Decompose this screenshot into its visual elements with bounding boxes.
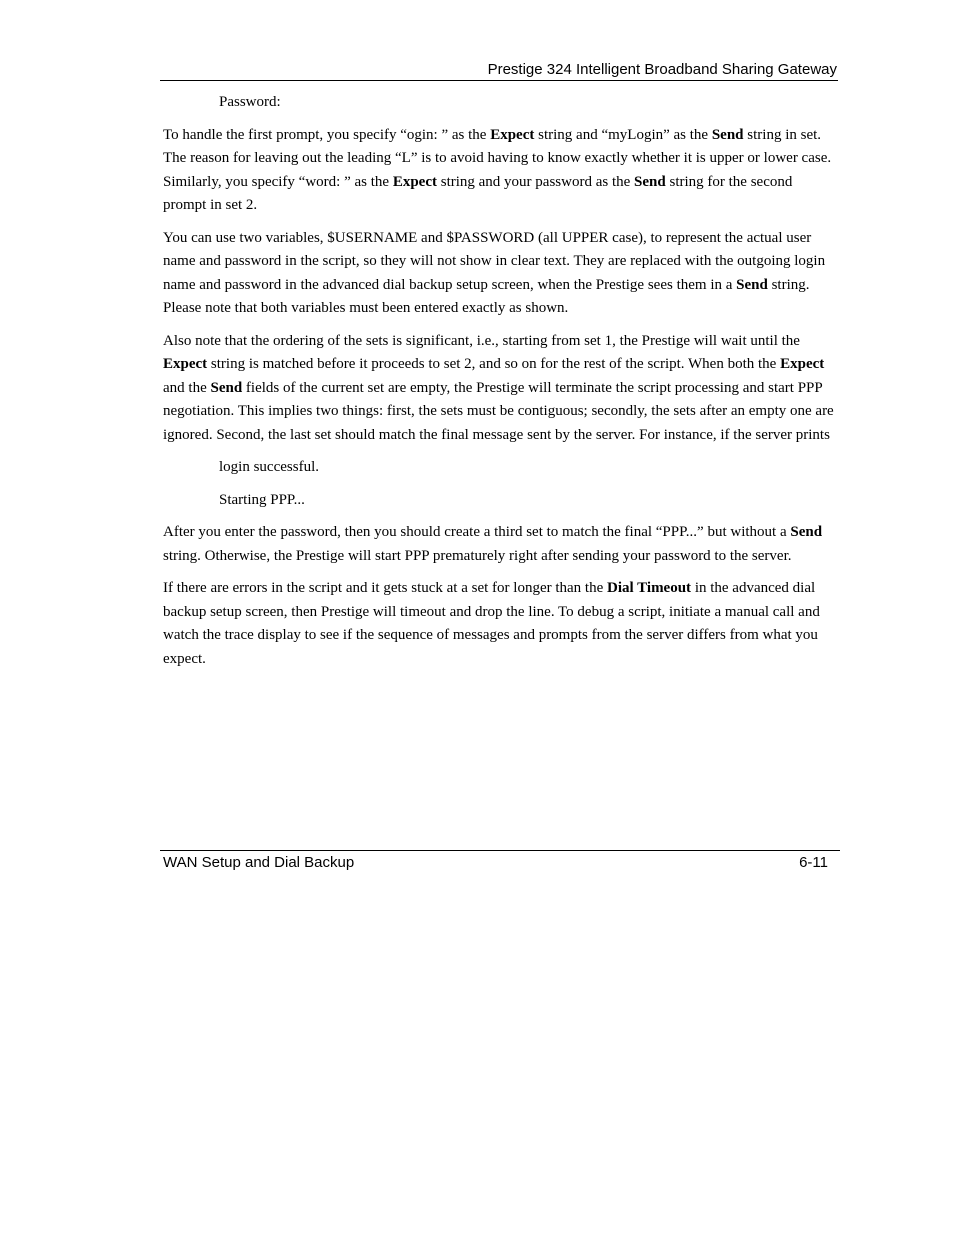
document-body bbox=[163, 91, 839, 680]
bold-term: Dial Timeout bbox=[607, 580, 692, 596]
page-number: 6-11 bbox=[799, 854, 828, 871]
bold-term: Expect bbox=[163, 356, 208, 372]
example-line-password: Password: bbox=[219, 94, 281, 110]
paragraph-variables: You can use two variables, $USERNAME and $PASSWORD (all UPPER case), to represent the actual user name and password in the script, so they will not show in clear text. They are replaced with the outgoing login name and password in the advanced dial backup setup screen, when the Prestige sees them in a Send string. Please note that both variables must been entered exactly as shown. bbox=[163, 229, 826, 316]
paragraph-set-ordering: Also note that the ordering of the sets is significant, i.e., starting from set 1, the Prestige will wait until the Expect string is matched before it proceeds to set 2, and so on for the rest of the script. When both the Expect and the Send fields of the current set are empty, the Prestige will terminate the script processing and start PPP negotiation. This implies two things: first, the sets must be contiguous; secondly, the sets after an empty one are ignored. Second, the last set should match the final message sent by the server. For instance, if the server prints bbox=[163, 332, 834, 443]
bold-term: Expect bbox=[780, 356, 825, 372]
example-line-login: login successful. bbox=[219, 459, 319, 475]
page-header bbox=[160, 60, 838, 81]
bold-term: Expect bbox=[490, 126, 535, 143]
paragraph-third-set: After you enter the password, then you should create a third set to match the final “PPP...” but without a Send string. Otherwise, the Prestige will start PPP prematurely right after sending your password to the server. bbox=[163, 524, 823, 564]
page-footer bbox=[160, 850, 840, 871]
footer-section-title: WAN Setup and Dial Backup bbox=[163, 854, 355, 871]
bold-term: Send bbox=[790, 524, 823, 540]
bold-term: Send bbox=[210, 379, 243, 396]
bold-term: Expect bbox=[392, 173, 437, 190]
paragraph-expect-send: To handle the first prompt, you specify “ogin: ” as the Expect string and “myLogin” as the Send string in set. The reason for leaving out the leading “L” is to avoid having to know exactly whether it is upper or lower case. Similarly, you specify “word: ” as the Expect string and your password as the Send string for the second prompt in set 2. bbox=[163, 126, 832, 213]
bold-term: Send bbox=[736, 276, 768, 293]
paragraph-errors: If there are errors in the script and it gets stuck at a set for longer than the Dial Timeout in the advanced dial backup setup screen, then Prestige will timeout and drop the line. To debug a script, initiate a manual call and watch the trace display to see if the sequence of messages and prompts from the server differs from what you expect. bbox=[163, 580, 820, 667]
bold-term: Send bbox=[711, 126, 744, 143]
bold-term: Send bbox=[634, 173, 666, 190]
header-title: Prestige 324 Intelligent Broadband Sharing Gateway bbox=[487, 61, 837, 78]
example-line-ppp: Starting PPP... bbox=[219, 491, 305, 508]
